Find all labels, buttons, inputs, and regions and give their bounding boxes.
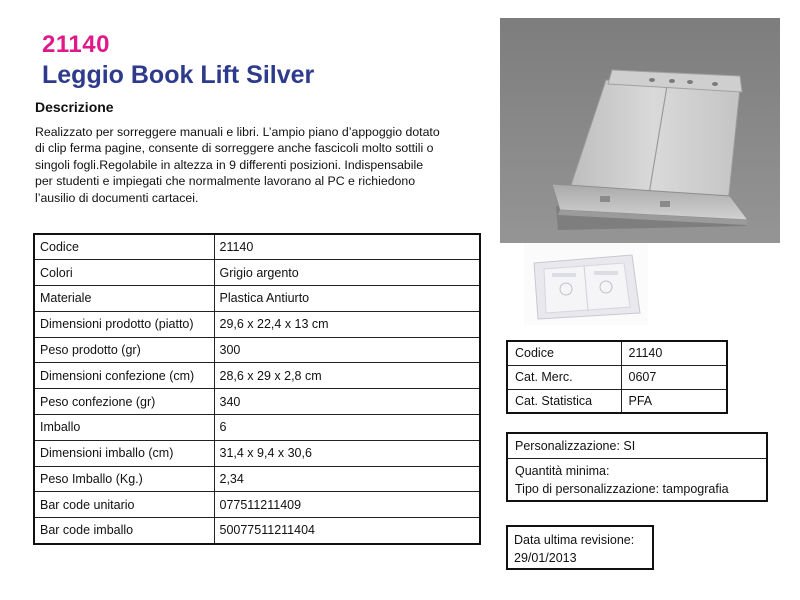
merc-value: PFA — [621, 389, 727, 413]
package-illustration — [524, 243, 648, 325]
revision-date: 29/01/2013 — [514, 551, 577, 565]
table-row — [34, 260, 480, 286]
product-photo — [500, 18, 780, 243]
spec-value: 28,6 x 29 x 2,8 cm — [214, 363, 480, 389]
packaging-photo — [524, 243, 648, 325]
revision-box — [506, 525, 654, 570]
spec-label: Dimensioni prodotto (piatto) — [34, 311, 214, 337]
table-row — [34, 492, 480, 518]
personalization-details — [508, 459, 766, 498]
spec-label: Bar code unitario — [34, 492, 214, 518]
spec-value: 2,34 — [214, 466, 480, 492]
spec-value: 300 — [214, 337, 480, 363]
spec-value: 29,6 x 22,4 x 13 cm — [214, 311, 480, 337]
merc-value: 21140 — [621, 341, 727, 365]
merc-label: Cat. Statistica — [507, 389, 621, 413]
spec-label: Peso confezione (gr) — [34, 389, 214, 415]
spec-value: 340 — [214, 389, 480, 415]
description-line: l’ausilio di documenti cartacei. — [35, 190, 199, 205]
table-row — [34, 518, 480, 544]
spec-label: Dimensioni imballo (cm) — [34, 440, 214, 466]
spec-label: Codice — [34, 234, 214, 260]
table-row — [507, 389, 727, 413]
table-row — [34, 363, 480, 389]
spec-label: Dimensioni confezione (cm) — [34, 363, 214, 389]
spec-label: Colori — [34, 260, 214, 286]
merchandise-table — [506, 340, 728, 414]
spec-value: Grigio argento — [214, 260, 480, 286]
book-stand-illustration — [500, 18, 780, 243]
table-row — [34, 415, 480, 441]
table-row — [34, 311, 480, 337]
description-line: per studenti e impiegati che normalmente lavorano al PC e richiedono — [35, 174, 416, 189]
table-row — [34, 337, 480, 363]
spec-value: Plastica Antiurto — [214, 286, 480, 312]
merc-value: 0607 — [621, 365, 727, 389]
product-name-title: Leggio Book Lift Silver — [42, 61, 315, 89]
description-line: di clip ferma pagine, consente di sorreggere anche fascicoli molto sottili o — [35, 141, 434, 156]
personalization-box — [506, 432, 768, 502]
spec-label: Materiale — [34, 286, 214, 312]
table-row — [34, 286, 480, 312]
personalization-status: Personalizzazione: SI — [508, 434, 766, 459]
min-quantity-label: Quantità minima: — [515, 464, 610, 478]
spec-label: Bar code imballo — [34, 518, 214, 544]
table-row — [34, 440, 480, 466]
description-line: Realizzato per sorreggere manuali e libri. L’ampio piano d’appoggio dotato — [35, 125, 440, 139]
spec-label: Imballo — [34, 415, 214, 441]
table-row — [34, 234, 480, 260]
spec-value: 077511211409 — [214, 492, 480, 518]
spec-value: 50077511211404 — [214, 518, 480, 544]
merc-label: Cat. Merc. — [507, 365, 621, 389]
spec-value: 21140 — [214, 234, 480, 260]
product-code-title: 21140 — [42, 31, 110, 58]
personalization-type: Tipo di personalizzazione: tampografia — [515, 482, 729, 496]
spec-label: Peso Imballo (Kg.) — [34, 466, 214, 492]
description-line: singoli fogli.Regolabile in altezza in 9 differenti posizioni. Indispensabile — [35, 157, 424, 172]
description-heading: Descrizione — [35, 99, 114, 115]
table-row — [34, 389, 480, 415]
table-row — [507, 365, 727, 389]
description-text — [35, 124, 480, 206]
spec-value: 6 — [214, 415, 480, 441]
table-row — [507, 341, 727, 365]
spec-label: Peso prodotto (gr) — [34, 337, 214, 363]
spec-value: 31,4 x 9,4 x 30,6 — [214, 440, 480, 466]
table-row — [34, 466, 480, 492]
revision-label: Data ultima revisione: — [514, 533, 635, 547]
specifications-table — [33, 233, 481, 545]
merc-label: Codice — [507, 341, 621, 365]
